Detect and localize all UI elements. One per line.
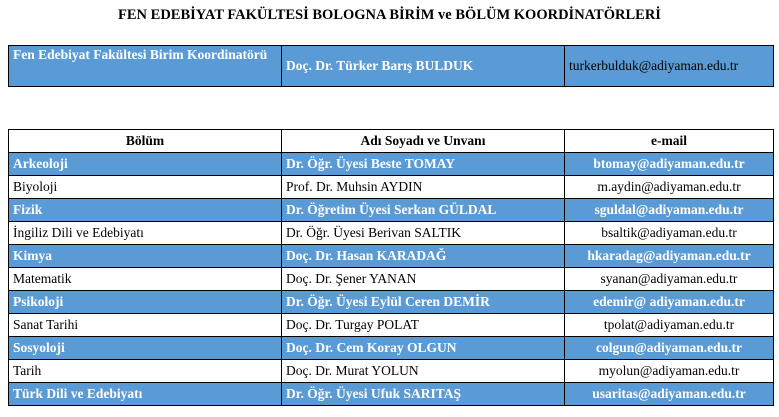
name-cell: Dr. Öğretim Üyesi Serkan GÜLDAL xyxy=(282,199,565,222)
table-row xyxy=(9,222,774,245)
table-row xyxy=(9,245,774,268)
email-cell[interactable]: bsaltik@adiyaman.edu.tr xyxy=(565,222,774,245)
name-cell: Dr. Öğr. Üyesi Eylül Ceren DEMİR xyxy=(282,291,565,314)
email-cell[interactable]: myolun@adiyaman.edu.tr xyxy=(565,360,774,383)
department-cell: Sosyoloji xyxy=(9,337,282,360)
department-table xyxy=(8,129,774,406)
header-name: Adı Soyadı ve Unvanı xyxy=(282,130,565,153)
table-row xyxy=(9,176,774,199)
header-department: Bölüm xyxy=(9,130,282,153)
coordinator-table xyxy=(8,45,774,87)
table-row xyxy=(9,383,774,406)
email-cell[interactable]: usaritas@adiyaman.edu.tr xyxy=(565,383,774,406)
email-cell[interactable]: hkaradag@adiyaman.edu.tr xyxy=(565,245,774,268)
coordinator-row xyxy=(9,46,774,87)
department-cell: Psikoloji xyxy=(9,291,282,314)
department-cell: Matematik xyxy=(9,268,282,291)
email-cell[interactable]: tpolat@adiyaman.edu.tr xyxy=(565,314,774,337)
email-cell[interactable]: colgun@adiyaman.edu.tr xyxy=(565,337,774,360)
department-cell: Türk Dili ve Edebiyatı xyxy=(9,383,282,406)
name-cell: Dr. Öğr. Üyesi Ufuk SARITAŞ xyxy=(282,383,565,406)
department-cell: Sanat Tarihi xyxy=(9,314,282,337)
name-cell: Doç. Dr. Turgay POLAT xyxy=(282,314,565,337)
name-cell: Doç. Dr. Hasan KARADAĞ xyxy=(282,245,565,268)
name-cell: Prof. Dr. Muhsin AYDIN xyxy=(282,176,565,199)
department-cell: Fizik xyxy=(9,199,282,222)
name-cell: Doç. Dr. Murat YOLUN xyxy=(282,360,565,383)
coordinator-label: Fen Edebiyat Fakültesi Birim Koordinatörü xyxy=(9,46,282,87)
email-cell[interactable]: syanan@adiyaman.edu.tr xyxy=(565,268,774,291)
table-row xyxy=(9,291,774,314)
table-row xyxy=(9,337,774,360)
header-email: e-mail xyxy=(565,130,774,153)
table-row xyxy=(9,268,774,291)
coordinator-email[interactable]: turkerbulduk@adiyaman.edu.tr xyxy=(565,46,774,87)
department-cell: İngiliz Dili ve Edebiyatı xyxy=(9,222,282,245)
coordinator-name: Doç. Dr. Türker Barış BULDUK xyxy=(282,46,565,87)
table-header-row xyxy=(9,130,774,153)
email-cell[interactable]: sguldal@adiyaman.edu.tr xyxy=(565,199,774,222)
page-title: FEN EDEBİYAT FAKÜLTESİ BOLOGNA BİRİM ve BÖLÜM KOORDİNATÖRLERİ xyxy=(118,7,661,23)
name-cell: Dr. Öğr. Üyesi Beste TOMAY xyxy=(282,153,565,176)
email-cell[interactable]: btomay@adiyaman.edu.tr xyxy=(565,153,774,176)
email-cell[interactable]: m.aydin@adiyaman.edu.tr xyxy=(565,176,774,199)
name-cell: Doç. Dr. Şener YANAN xyxy=(282,268,565,291)
table-row xyxy=(9,153,774,176)
department-cell: Tarih xyxy=(9,360,282,383)
email-cell[interactable]: edemir@ adiyaman.edu.tr xyxy=(565,291,774,314)
name-cell: Doç. Dr. Cem Koray OLGUN xyxy=(282,337,565,360)
table-row xyxy=(9,360,774,383)
department-cell: Biyoloji xyxy=(9,176,282,199)
department-cell: Arkeoloji xyxy=(9,153,282,176)
name-cell: Dr. Öğr. Üyesi Berivan SALTIK xyxy=(282,222,565,245)
department-cell: Kimya xyxy=(9,245,282,268)
table-row xyxy=(9,314,774,337)
table-row xyxy=(9,199,774,222)
